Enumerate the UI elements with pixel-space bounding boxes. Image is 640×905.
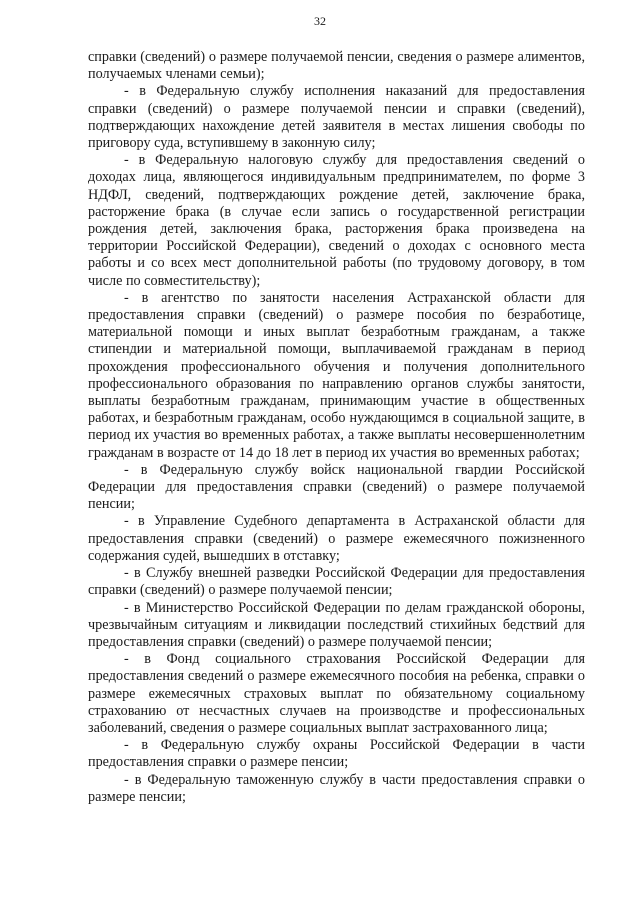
paragraph-continuation: справки (сведений) о размере получаемой пенсии, сведения о размере алиментов, получаемых членами семьи); [88,49,585,83]
paragraph-mchs: - в Министерство Российской Федерации по делам гражданской обороны, чрезвычайным ситуациям и ликвидации последствий стихийных бедствий для предоставления справки (сведений) о размере получаемой пенсии; [88,599,585,650]
page-number: 32 [314,14,326,28]
paragraph-fsin: - в Федеральную службу исполнения наказаний для предоставления справки (сведений) о размере получаемой пенсии и справки (сведений), подтверждающих нахождение детей заявителя в местах лишения свободы по приговору суда, вступившему в законную силу; [88,83,585,152]
paragraph-fts: - в Федеральную таможенную службу в части предоставления справки о размере пенсии; [88,771,585,805]
paragraph-svr: - в Службу внешней разведки Российской Федерации для предоставления справки (сведений) о размере получаемой пенсии; [88,565,585,599]
paragraph-fss: - в Фонд социального страхования Российской Федерации для предоставления сведений о размере ежемесячного пособия на ребенка, справки о размере ежемесячных страховых выплат по обязательному социальному страхованию от несчастных случаев на производстве и профессиональных заболеваний, сведения о размере социальных выплат застрахованного лица; [88,651,585,736]
paragraph-employment-agency: - в агентство по занятости населения Астраханской области для предоставления справки (сведений) о размере пособия по безработице, материальной помощи и иных выплат безработным гражданам, а также стипендии и материальной помощи, выплачиваемой гражданам в период прохождения профессионального обучения и получения дополнительного профессионального образования по направлению органов службы занятости, выплаты безработным гражданам, принимающим участие в общественных работах, и безработным гражданам, особо нуждающимся в социальной защите, в период их участия во временных работах, а также выплаты несовершеннолетним гражданам в возрасте от 14 до 18 лет в период их участия во временных работах; [88,289,585,461]
paragraph-judicial-department: - в Управление Судебного департамента в Астраханской области для предоставления справки (сведений) о размере ежемесячного пожизненного содержания судей, вышедших в отставку; [88,513,585,564]
document-body [88,49,585,806]
paragraph-rosgvardia: - в Федеральную службу войск национальной гвардии Российской Федерации для предоставления справки (сведений) о размере получаемой пенсии; [88,461,585,513]
paragraph-fns: - в Федеральную налоговую службу для предоставления сведений о доходах лица, являющегося индивидуальным предпринимателем, по форме 3 НДФЛ, сведений, подтверждающих рождение детей, заключение брака, расторжение брака (в случае если запись о государственной регистрации рождения детей, заключения брака, расторжения брака произведена на территории Российской Федерации), сведений о доходах с основного места работы и со всех мест дополнительной работы (по трудовому договору, в том числе по совместительству); [88,152,585,289]
paragraph-fso: - в Федеральную службу охраны Российской Федерации в части предоставления справки о размере пенсии; [88,737,585,771]
